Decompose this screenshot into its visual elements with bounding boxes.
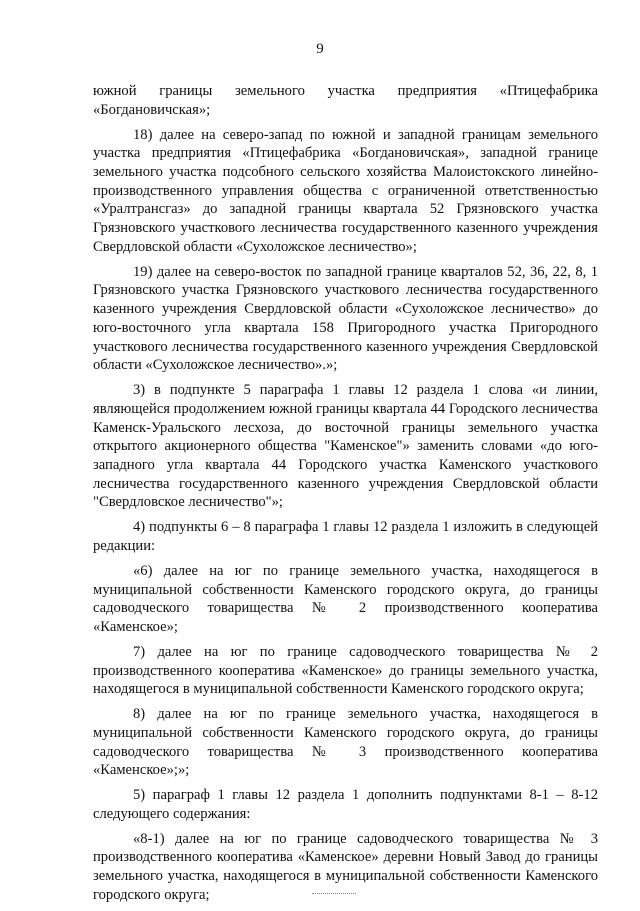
scan-artifact-mark <box>312 893 356 894</box>
paragraph-subitem-6: «6) далее на юг по границе земельного участка, находящегося в муниципальной собственности Каменского городского округа, до границы садоводческого товарищества № 2 производственного кооператива «Каменское»; <box>93 562 598 635</box>
paragraph-item-19: 19) далее на северо-восток по западной границе кварталов 52, 36, 22, 8, 1 Грязновского участка Грязновского участкового лесничества государственного казенного учреждения Свердловской области «Сухоложское лесничество» до юго-восточного угла квартала 158 Пригородного участка Пригородного участкового лесничества государственного казенного учреждения Свердловской области «Сухоложское лесничество».»; <box>93 263 598 374</box>
paragraph-item-5: 5) параграф 1 главы 12 раздела 1 дополнить подпунктами 8-1 – 8-12 следующего содержания: <box>93 787 598 822</box>
paragraph-item-3: 3) в подпункте 5 параграфа 1 главы 12 раздела 1 слова «и линии, являющейся продолжением южной границы квартала 44 Городского лесничества Каменск-Уральского лесхоза, до восточной границы земельного участка открытого акционерного общества "Каменское"» заменить словами «до юго-западного угла квартала 44 Городского участка Каменского участкового лесничества государственного казенного учреждения Свердловской области "Свердловское лесничество"»; <box>93 382 599 511</box>
paragraph-item-18: 18) далее на северо-запад по южной и западной границам земельного участка предприятия «Птицефабрика «Богдановичская», западной границе земельного участка подсобного сельского хозяйства Малоистокского линейно-производственного управления общества с ограниченной ответственностью «Уралтрансгаз» до западной границы квартала 52 Грязновского участка Грязновского участкового лесничества государственного казенного учреждения Свердловской области «Сухоложское лесничество»; <box>93 126 598 255</box>
paragraph-item-4: 4) подпункты 6 – 8 параграфа 1 главы 12 раздела 1 изложить в следующей редакции: <box>93 519 598 554</box>
paragraph-subitem-8-1: «8-1) далее на юг по границе садоводческого товарищества № 3 производственного кооператива «Каменское» деревни Новый Завод до границы земельного участка, находящегося в муниципальной собственности Каменского городского округа; <box>93 830 598 903</box>
paragraph-subitem-7: 7) далее на юг по границе садоводческого товарищества № 2 производственного кооператива «Каменское» до границы земельного участка, находящегося в муниципальной собственности Каменского городского округа; <box>93 643 598 698</box>
page-number: 9 <box>316 41 324 57</box>
paragraph-continuation: южной границы земельного участка предприятия «Птицефабрика «Богдановичская»; <box>93 83 598 118</box>
document-body <box>93 82 598 911</box>
paragraph-subitem-8: 8) далее на юг по границе земельного участка, находящегося в муниципальной собственности Каменского городского округа, до границы садоводческого товарищества № 3 производственного кооператива «Каменское»;»; <box>93 706 598 779</box>
